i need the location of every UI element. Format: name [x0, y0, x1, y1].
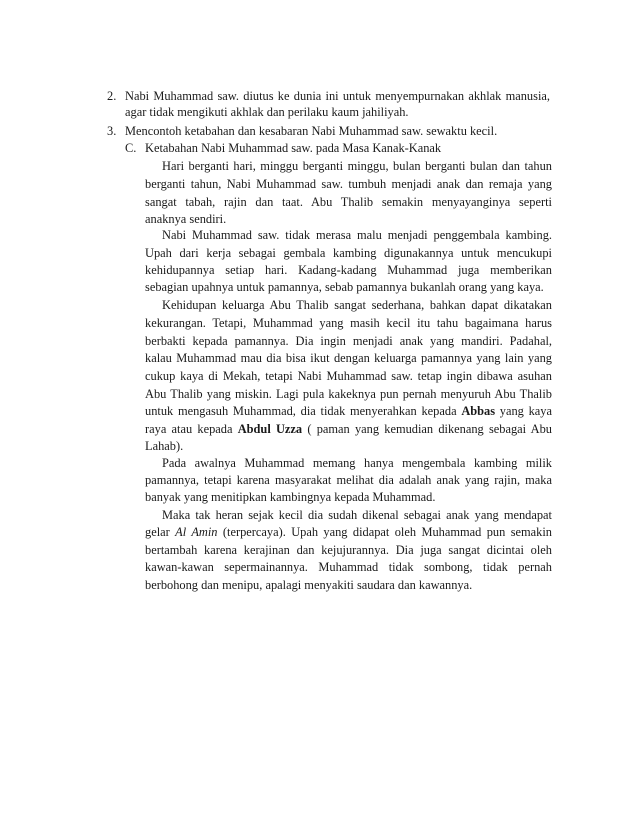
paragraph-line: Pada awalnya Muhammad memang hanya mengembala kambing milik — [162, 456, 552, 470]
paragraph-line: Nabi Muhammad saw. tidak merasa malu menjadi penggembala kambing. — [162, 228, 552, 242]
paragraph-line: Abu Thalib yang miskin. Lagi pula kakeknya pun pernah menyuruh Abu Thalib — [145, 387, 552, 401]
paragraph-line: kawan-kawan sepermainannya. Muhammad tidak sombong, tidak pernah — [145, 560, 552, 574]
paragraph-line: Maka tak heran sejak kecil dia sudah dikenal sebagai anak yang mendapat — [162, 508, 552, 522]
text-segment: (terpercaya). Upah yang didapat oleh Muhammad pun semakin — [217, 525, 552, 539]
paragraph-line: kekurangan. Tetapi, Muhammad yang masih kecil itu tahu bagaimana harus — [145, 316, 552, 330]
list-item-line: agar tidak mengikuti akhlak dan perilaku kaum jahiliyah. — [125, 105, 409, 119]
paragraph-line: anaknya sendiri. — [145, 212, 227, 226]
paragraph-line: Lahab). — [145, 439, 184, 453]
title-al-amin: Al Amin — [175, 525, 218, 539]
list-number: 2. — [107, 89, 117, 103]
paragraph-line: berbakti kepada pamannya. Dia ingin menjadi anak yang mandiri. Padahal, — [145, 334, 552, 348]
paragraph-line: cukup kaya di Mekah, tetapi Nabi Muhammad saw. tetap ingin dibawa asuhan — [145, 369, 552, 383]
paragraph-line: banyak yang menitipkan kambingnya kepada Muhammad. — [145, 490, 436, 504]
paragraph-line: sangat tabah, rajin dan taat. Abu Thalib semakin menyayanginya seperti — [145, 195, 552, 209]
text-segment: untuk mengasuh Muhammad, dia tidak menyerahkan kepada — [145, 404, 462, 418]
name-abbas: Abbas — [461, 404, 496, 418]
paragraph-line: Hari berganti hari, minggu berganti minggu, bulan berganti bulan dan tahun — [162, 159, 552, 173]
section-letter: C. — [125, 141, 137, 155]
paragraph-line: bertambah karena kerajinan dan kejujurannya. Dia juga sangat dicintai oleh — [145, 543, 552, 557]
paragraph-line: Kehidupan keluarga Abu Thalib sangat sederhana, bahkan dapat dikatakan — [162, 298, 552, 312]
text-segment: gelar — [145, 525, 176, 539]
text-segment: ( paman yang kemudian dikenang sebagai Abu — [302, 422, 552, 436]
name-abdul-uzza: Abdul Uzza — [237, 422, 303, 436]
text-segment: yang kaya — [495, 404, 553, 418]
paragraph-line: kalau Muhammad mau dia bisa ikut dengan keluarga pamannya yang lain yang — [145, 351, 552, 365]
paragraph-line: pamannya, tetapi karena masyarakat melihat dia adalah anak yang rajin, maka — [145, 473, 552, 487]
paragraph-line: sebagian upahnya untuk pamannya, sebab pamannya bukanlah orang yang kaya. — [145, 280, 544, 294]
paragraph-line-with-title — [145, 524, 552, 540]
list-item-line: Nabi Muhammad saw. diutus ke dunia ini untuk menyempurnakan akhlak manusia, — [125, 89, 550, 103]
paragraph-line-with-name — [145, 403, 552, 419]
section-title: Ketabahan Nabi Muhammad saw. pada Masa Kanak-Kanak — [145, 141, 442, 155]
text-segment: raya atau kepada — [145, 422, 238, 436]
paragraph-line: berganti tahun, Nabi Muhammad saw. tumbuh menjadi anak dan remaja yang — [145, 177, 552, 191]
list-number: 3. — [107, 124, 117, 138]
paragraph-line: kehidupannya setiap hari. Kadang-kadang Muhammad juga memberikan — [145, 263, 552, 277]
paragraph-line: berbohong dan menipu, apalagi menyakiti saudara dan kawannya. — [145, 578, 473, 592]
list-item-line: Mencontoh ketabahan dan kesabaran Nabi Muhammad saw. sewaktu kecil. — [125, 124, 498, 138]
paragraph-line-with-name — [145, 421, 552, 437]
paragraph-line: Upah dari kerja sebagai gembala kambing digunakannya untuk mencukupi — [145, 246, 552, 260]
